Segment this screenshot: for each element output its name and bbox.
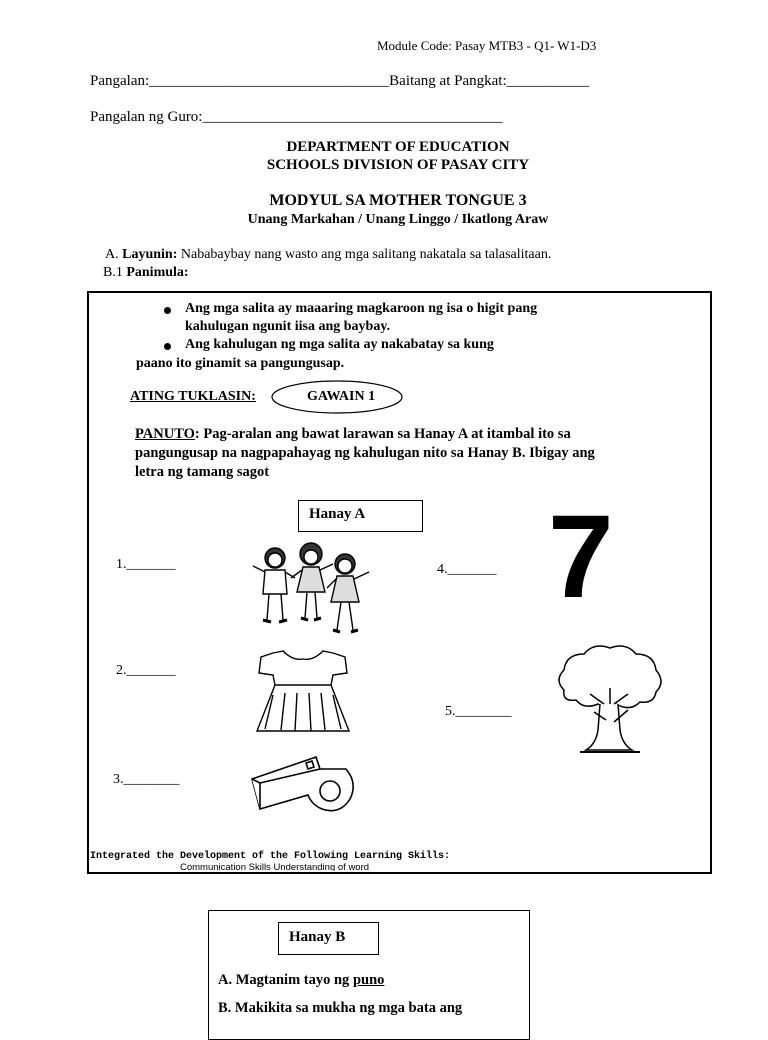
bullet-2-line-2: paano ito ginamit sa pangungusap.	[136, 356, 345, 371]
learning-skills-heading: Integrated the Development of the Following Learning Skills:	[90, 851, 451, 862]
bullet-dot	[164, 343, 171, 350]
teacher-field-row	[90, 109, 502, 126]
bullet-1-line-2: kahulugan ngunit iisa ang baybay.	[185, 319, 391, 334]
division-title: SCHOOLS DIVISION OF PASAY CITY	[266, 157, 530, 173]
schedule-subtitle: Unang Markahan / Unang Linggo / Ikatlong Araw	[247, 212, 549, 227]
intro-heading: B.1 Panimula:	[103, 265, 189, 280]
hanay-b-title: Hanay B	[289, 929, 346, 945]
number-seven: 7	[548, 491, 614, 623]
bullet-dot	[164, 307, 171, 314]
objective-line: A. Layunin: Nababaybay nang wasto ang mga salitang nakatala sa talasalitaan.	[105, 247, 552, 262]
module-title: MODYUL SA MOTHER TONGUE 3	[269, 192, 527, 209]
discover-label: ATING TUKLASIN:	[130, 389, 256, 404]
instructions-line-1: PANUTO: Pag-aralan ang bawat larawan sa Hanay A at itambal ito sa	[135, 426, 571, 442]
item-4-label: 4._______	[437, 562, 497, 577]
name-label: Pangalan:	[90, 73, 150, 89]
teacher-blank: ________________________________________	[202, 109, 503, 125]
instructions-line-3: letra ng tamang sagot	[135, 464, 270, 480]
module-code: Module Code: Pasay MTB3 - Q1- W1-D3	[377, 38, 597, 53]
dress-icon	[253, 645, 353, 737]
item-3-label: 3.________	[113, 772, 180, 787]
grade-blank: ___________	[506, 73, 590, 89]
task-label: GAWAIN 1	[307, 389, 376, 404]
department-title: DEPARTMENT OF EDUCATION	[286, 139, 510, 155]
learning-skills-list: Communication Skills Understanding of word	[180, 862, 370, 871]
instructions-line-2: pangungusap na nagpapahayag ng kahulugan nito sa Hanay B. Ibigay ang	[135, 445, 595, 461]
bullet-2-line-1: Ang kahulugan ng mga salita ay nakabatay sa kung	[185, 337, 494, 352]
hanay-b-item-b: B. Makikita sa mukha ng mga bata ang	[218, 1000, 463, 1016]
grade-label: Baitang at Pangkat:	[389, 73, 507, 89]
instructions-label: PANUTO	[135, 426, 195, 442]
item-5-label: 5.________	[445, 704, 512, 719]
whistle-icon	[246, 749, 361, 819]
hanay-a-title: Hanay A	[309, 506, 366, 522]
item-2-label: 2._______	[116, 663, 176, 678]
teacher-label: Pangalan ng Guro:	[90, 109, 203, 125]
hanay-b-item-a: A. Magtanim tayo ng puno	[218, 972, 385, 988]
tree-icon	[550, 640, 668, 758]
item-1-label: 1._______	[116, 557, 176, 572]
name-blank: ________________________________	[149, 73, 390, 89]
bullet-1-line-1: Ang mga salita ay maaaring magkaroon ng isa o higit pang	[185, 301, 538, 316]
name-field-row	[90, 73, 589, 90]
children-icon	[247, 540, 375, 640]
